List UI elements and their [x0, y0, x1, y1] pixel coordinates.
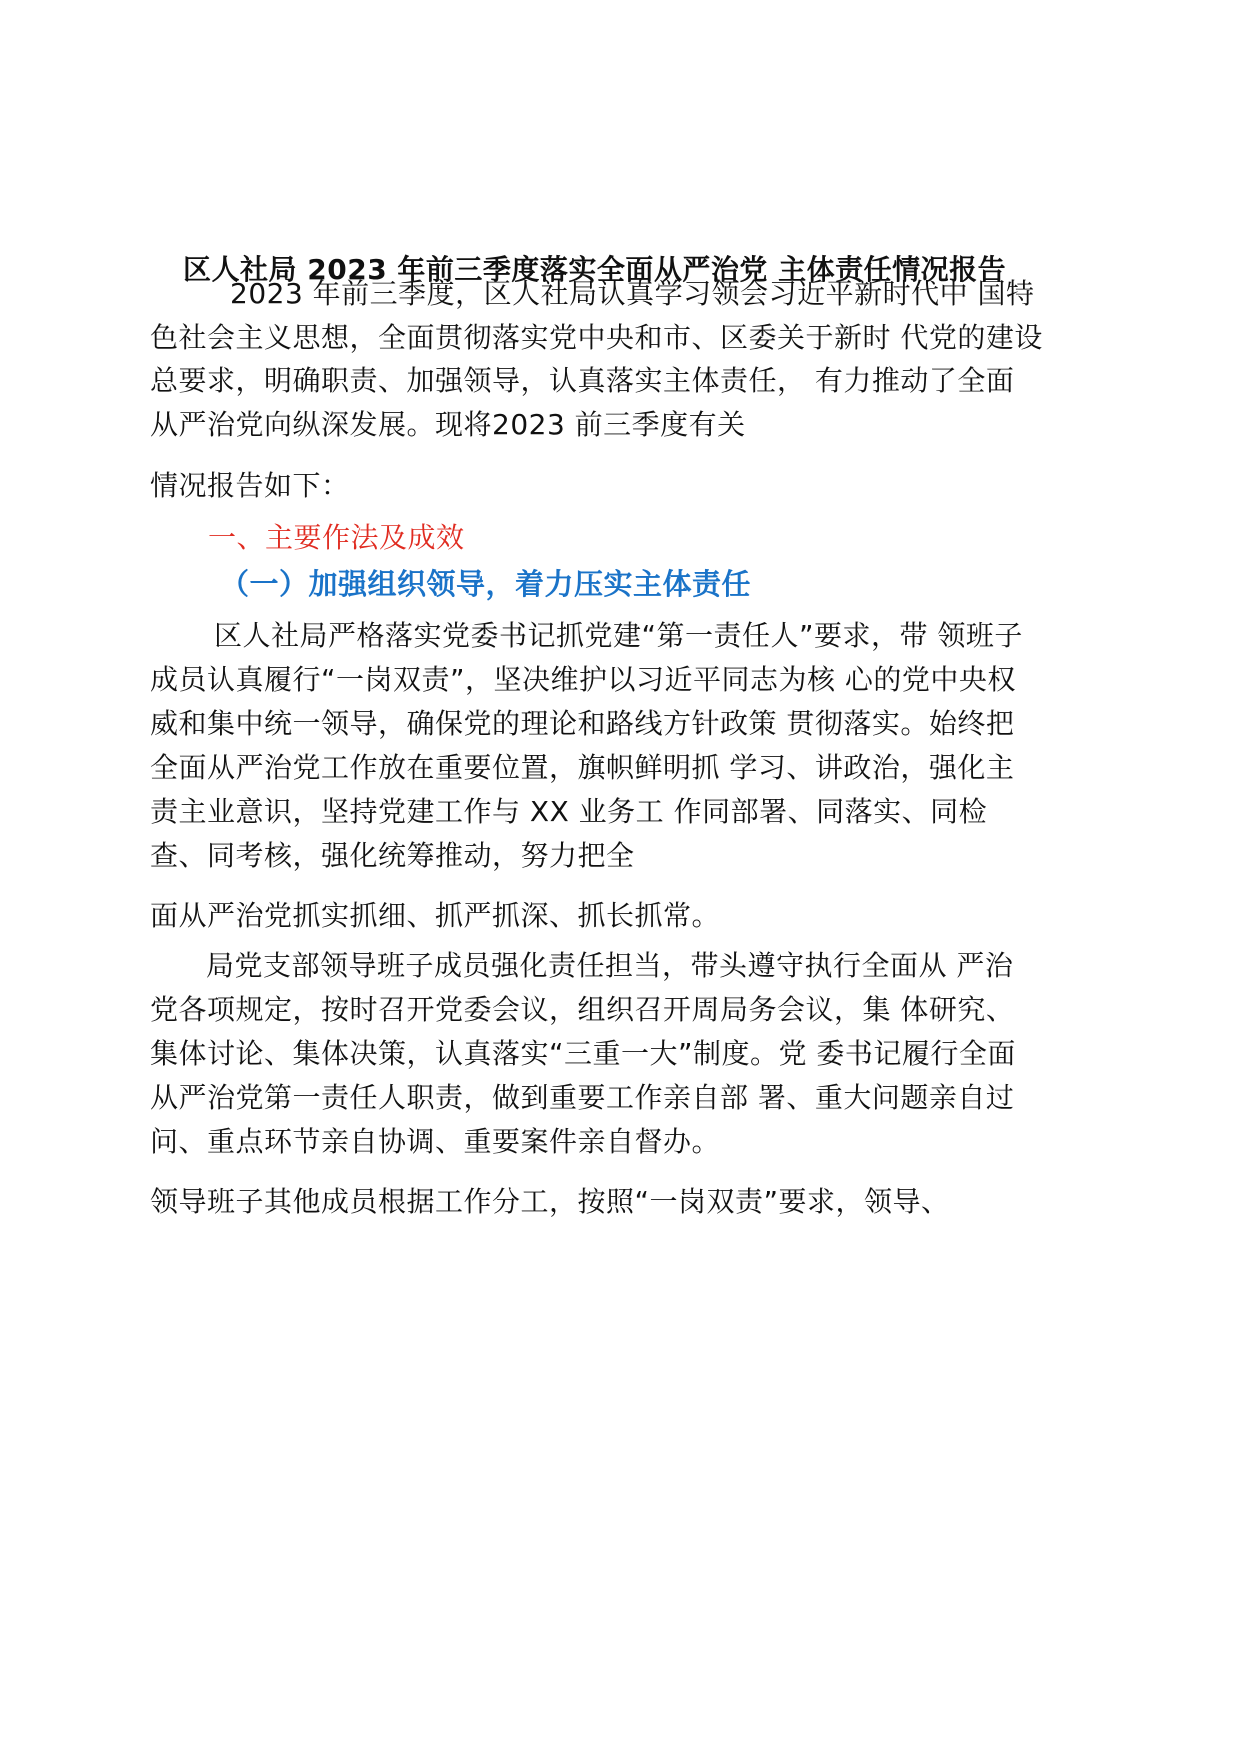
paragraph-line: 局党支部领导班子成员强化责任担当，带头遵守执行全面从 严治	[206, 949, 1014, 982]
paragraph-line: 威和集中统一领导，确保党的理论和路线方针政策 贯彻落实。始终把	[150, 707, 1015, 740]
document-title: 区人社局 2023 年前三季度落实全面从严治党 主体责任情况报告	[183, 253, 1007, 286]
paragraph-line: 面从严治党抓实抓细、抓严抓深、抓长抓常。	[150, 899, 721, 932]
intro-line: 2023 年前三季度，区人社局认真学习领会习近平新时代中 国特	[230, 277, 1035, 310]
paragraph-line: 成员认真履行“一岗双责”，坚决维护以习近平同志为核 心的党中央权	[150, 663, 1016, 696]
paragraph-line: 查、同考核，强化统筹推动，努力把全	[150, 839, 635, 872]
intro-line: 从严治党向纵深发展。现将2023 前三季度有关	[150, 408, 746, 441]
paragraph-line: 党各项规定，按时召开党委会议，组织召开周局务会议，集 体研究、	[150, 993, 1015, 1026]
intro-line: 色社会主义思想，全面贯彻落实党中央和市、区委关于新时 代党的建设	[150, 321, 1043, 354]
intro-line: 情况报告如下：	[150, 469, 350, 502]
paragraph-line: 领导班子其他成员根据工作分工，按照“一岗双责”要求，领导、	[150, 1185, 950, 1218]
paragraph-line: 责主业意识，坚持党建工作与 XX 业务工 作同部署、同落实、同检	[150, 795, 988, 828]
intro-line: 总要求，明确职责、加强领导，认真落实主体责任， 有力推动了全面	[150, 364, 1015, 397]
paragraph-line: 全面从严治党工作放在重要位置，旗帜鲜明抓 学习、讲政治，强化主	[150, 751, 1015, 784]
section-heading: 一、主要作法及成效	[208, 521, 465, 554]
subsection-heading: （一）加强组织领导，着力压实主体责任	[220, 567, 752, 601]
paragraph-line: 集体讨论、集体决策，认真落实“三重一大”制度。党 委书记履行全面	[150, 1037, 1016, 1070]
paragraph-line: 从严治党第一责任人职责，做到重要工作亲自部 署、重大问题亲自过	[150, 1081, 1015, 1114]
paragraph-line: 区人社局严格落实党委书记抓党建“第一责任人”要求，带 领班子	[214, 619, 1023, 652]
paragraph-line: 问、重点环节亲自协调、重要案件亲自督办。	[150, 1125, 721, 1158]
